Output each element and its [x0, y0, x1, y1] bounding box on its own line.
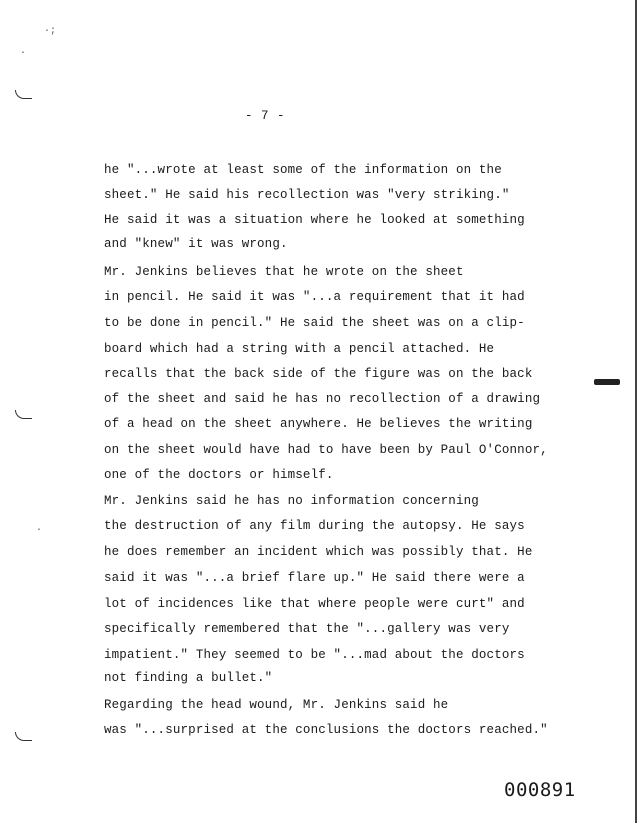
text-line: the destruction of any film during the autopsy. He says: [104, 519, 525, 533]
text-line: recalls that the back side of the figure was on the back: [104, 367, 533, 381]
text-line: and "knew" it was wrong.: [104, 237, 288, 251]
text-line: He said it was a situation where he looked at something: [104, 213, 525, 227]
text-line: he "...wrote at least some of the information on the: [104, 163, 502, 177]
text-line: lot of incidences like that where people were curt" and: [104, 597, 525, 611]
text-line: of the sheet and said he has no recollection of a drawing: [104, 392, 541, 406]
text-line: Regarding the head wound, Mr. Jenkins said he: [104, 698, 449, 712]
hole-punch-mark: [15, 410, 32, 419]
text-line: one of the doctors or himself.: [104, 468, 334, 482]
text-line: Mr. Jenkins believes that he wrote on the sheet: [104, 265, 464, 279]
text-line: of a head on the sheet anywhere. He believes the writing: [104, 417, 533, 431]
text-line: sheet." He said his recollection was "very striking.": [104, 188, 510, 202]
text-line: said it was "...a brief flare up." He said there were a: [104, 571, 525, 585]
hole-punch-mark: [15, 732, 32, 741]
bates-number: 000891: [504, 779, 576, 801]
scan-speck: ·;: [44, 26, 57, 37]
text-line: to be done in pencil." He said the sheet was on a clip-: [104, 316, 525, 330]
text-line: impatient." They seemed to be "...mad about the doctors: [104, 648, 525, 662]
margin-ink-mark: [594, 379, 620, 385]
text-line: in pencil. He said it was "...a requirement that it had: [104, 290, 525, 304]
hole-punch-mark: [15, 90, 32, 99]
text-line: was "...surprised at the conclusions the doctors reached.": [104, 723, 548, 737]
text-line: board which had a string with a pencil attached. He: [104, 342, 495, 356]
text-line: he does remember an incident which was possibly that. He: [104, 545, 533, 559]
scan-speck: ·: [36, 525, 43, 536]
text-line: on the sheet would have had to have been by Paul O'Connor,: [104, 443, 548, 457]
text-line: Mr. Jenkins said he has no information concerning: [104, 494, 479, 508]
scan-speck: ·: [20, 48, 27, 59]
text-line: specifically remembered that the "...gallery was very: [104, 622, 510, 636]
page-number: - 7 -: [245, 109, 286, 123]
text-line: not finding a bullet.": [104, 671, 273, 685]
